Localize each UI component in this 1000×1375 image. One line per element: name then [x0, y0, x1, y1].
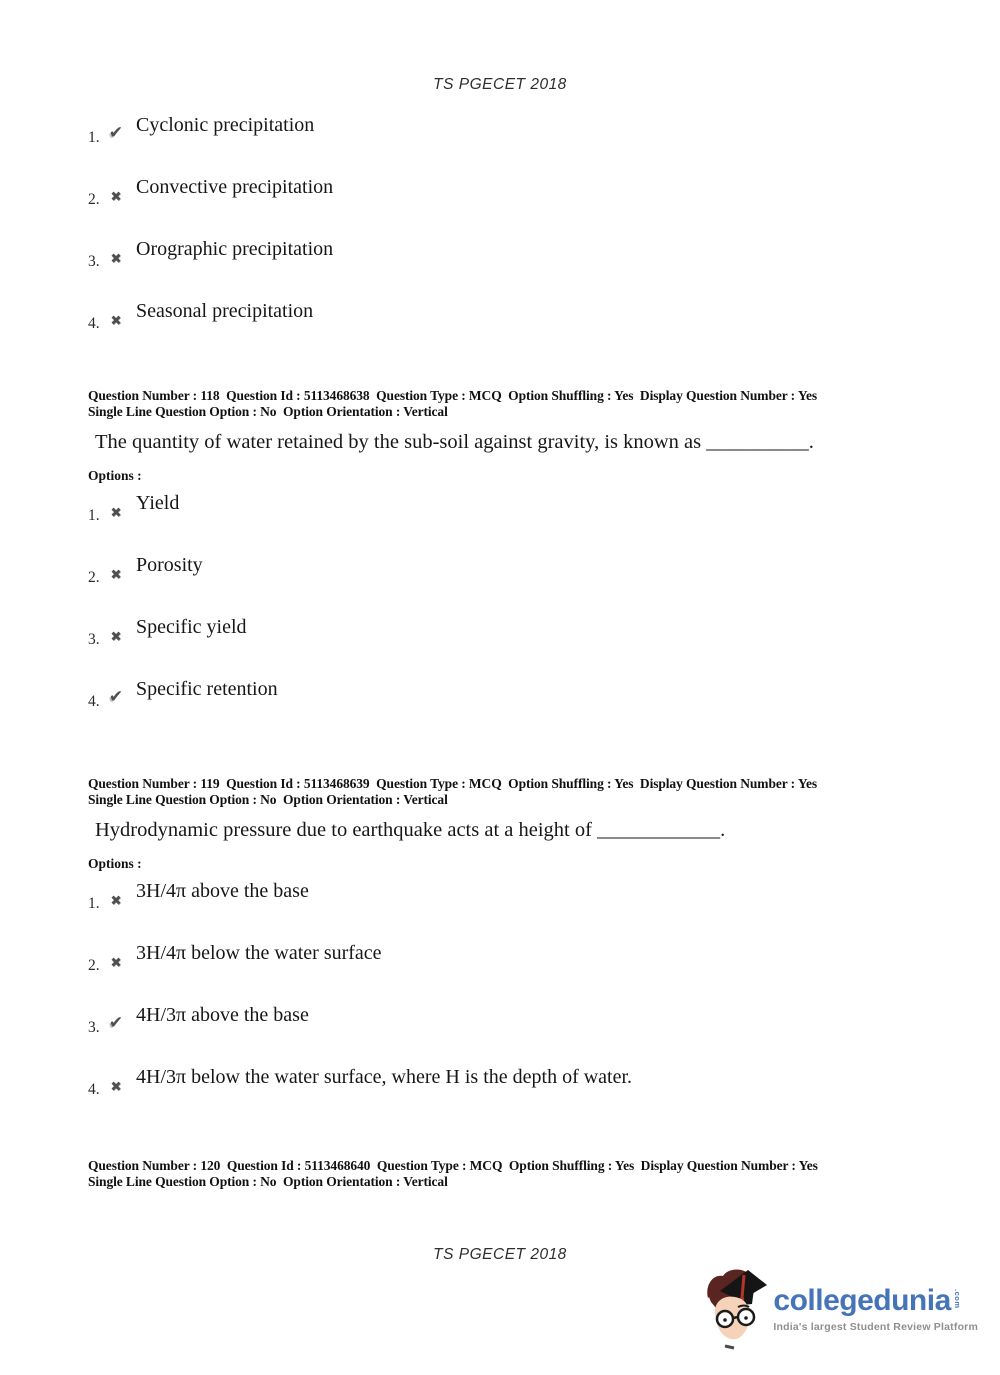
- option-number: 4.: [88, 315, 100, 332]
- option-row: [88, 237, 940, 271]
- question-meta-line2: Single Line Question Option : No Option Orientation : Vertical: [88, 403, 448, 419]
- wrong-icon: ✖: [110, 567, 122, 582]
- option-row: [88, 879, 940, 913]
- question-block-119: [88, 776, 940, 1127]
- option-label: Seasonal precipitation: [136, 300, 314, 322]
- option-row: [88, 299, 940, 333]
- option-label: Specific yield: [136, 616, 247, 638]
- option-row: [88, 1003, 940, 1037]
- question-meta-line1: Question Number : 118 Question Id : 5113468638 Question Type : MCQ Option Shuffling : Yes Display Question Number : Yes: [88, 388, 818, 403]
- options-label: Options :: [88, 856, 142, 871]
- wrong-icon: ✖: [110, 251, 122, 266]
- question-text: The quantity of water retained by the sub-soil against gravity, is known as __________.: [95, 431, 814, 453]
- option-row: [88, 491, 940, 525]
- wrong-icon: ✖: [110, 189, 122, 204]
- option-row: [88, 677, 940, 711]
- collegedunia-tagline: India's largest Student Review Platform: [773, 1321, 978, 1333]
- question-block-120: [88, 1158, 940, 1189]
- question-block-118: [88, 388, 940, 739]
- option-number: 3.: [88, 631, 100, 648]
- options-list: [88, 113, 940, 333]
- option-label: Yield: [136, 492, 180, 514]
- question-meta-line2: Single Line Question Option : No Option Orientation : Vertical: [88, 791, 448, 807]
- correct-icon: ✔: [108, 687, 124, 706]
- option-row: [88, 941, 940, 975]
- option-number: 3.: [88, 253, 100, 270]
- wrong-icon: ✖: [110, 313, 122, 328]
- option-row: [88, 553, 940, 587]
- option-label: Porosity: [136, 554, 203, 576]
- option-number: 1.: [88, 129, 100, 146]
- exam-header-title: TS PGECET 2018: [433, 76, 567, 93]
- option-number: 4.: [88, 1081, 100, 1098]
- option-number: 1.: [88, 895, 100, 912]
- correct-icon: ✔: [108, 123, 124, 142]
- option-row: [88, 1065, 940, 1099]
- question-meta-line1: Question Number : 120 Question Id : 5113468640 Question Type : MCQ Option Shuffling : Yes Display Question Number : Yes: [88, 1158, 818, 1173]
- option-label: 4H/3π above the base: [136, 1004, 309, 1026]
- option-number: 2.: [88, 191, 100, 208]
- collegedunia-brand-suffix: .com: [952, 1289, 962, 1309]
- options-list: [88, 879, 940, 1099]
- collegedunia-mascot-icon: [705, 1266, 769, 1352]
- option-row: [88, 615, 940, 649]
- option-row: [88, 175, 940, 209]
- wrong-icon: ✖: [110, 1079, 122, 1094]
- options-label: Options :: [88, 468, 142, 483]
- option-row: [88, 113, 940, 147]
- question-meta-line1: Question Number : 119 Question Id : 5113468639 Question Type : MCQ Option Shuffling : Yes Display Question Number : Yes: [88, 776, 818, 791]
- exam-footer-title: TS PGECET 2018: [433, 1246, 567, 1263]
- wrong-icon: ✖: [110, 893, 122, 908]
- option-number: 3.: [88, 1019, 100, 1036]
- option-label: 4H/3π below the water surface, where H is the depth of water.: [136, 1066, 633, 1088]
- option-label: Convective precipitation: [136, 176, 334, 198]
- option-label: 3H/4π above the base: [136, 880, 309, 902]
- option-number: 1.: [88, 507, 100, 524]
- question-meta-line2: Single Line Question Option : No Option Orientation : Vertical: [88, 1173, 448, 1189]
- collegedunia-logo: [705, 1266, 978, 1352]
- option-number: 2.: [88, 569, 100, 586]
- question-text: Hydrodynamic pressure due to earthquake acts at a height of ____________.: [95, 819, 726, 841]
- previous-question-options: [88, 106, 940, 361]
- wrong-icon: ✖: [110, 629, 122, 644]
- option-number: 4.: [88, 693, 100, 710]
- wrong-icon: ✖: [110, 505, 122, 520]
- option-number: 2.: [88, 957, 100, 974]
- collegedunia-text-block: [773, 1286, 978, 1333]
- option-label: Specific retention: [136, 678, 278, 700]
- wrong-icon: ✖: [110, 955, 122, 970]
- options-list: [88, 491, 940, 711]
- option-label: Cyclonic precipitation: [136, 114, 315, 136]
- option-label: 3H/4π below the water surface: [136, 942, 382, 964]
- collegedunia-brand: collegedunia: [773, 1284, 951, 1317]
- correct-icon: ✔: [108, 1013, 124, 1032]
- option-label: Orographic precipitation: [136, 238, 334, 260]
